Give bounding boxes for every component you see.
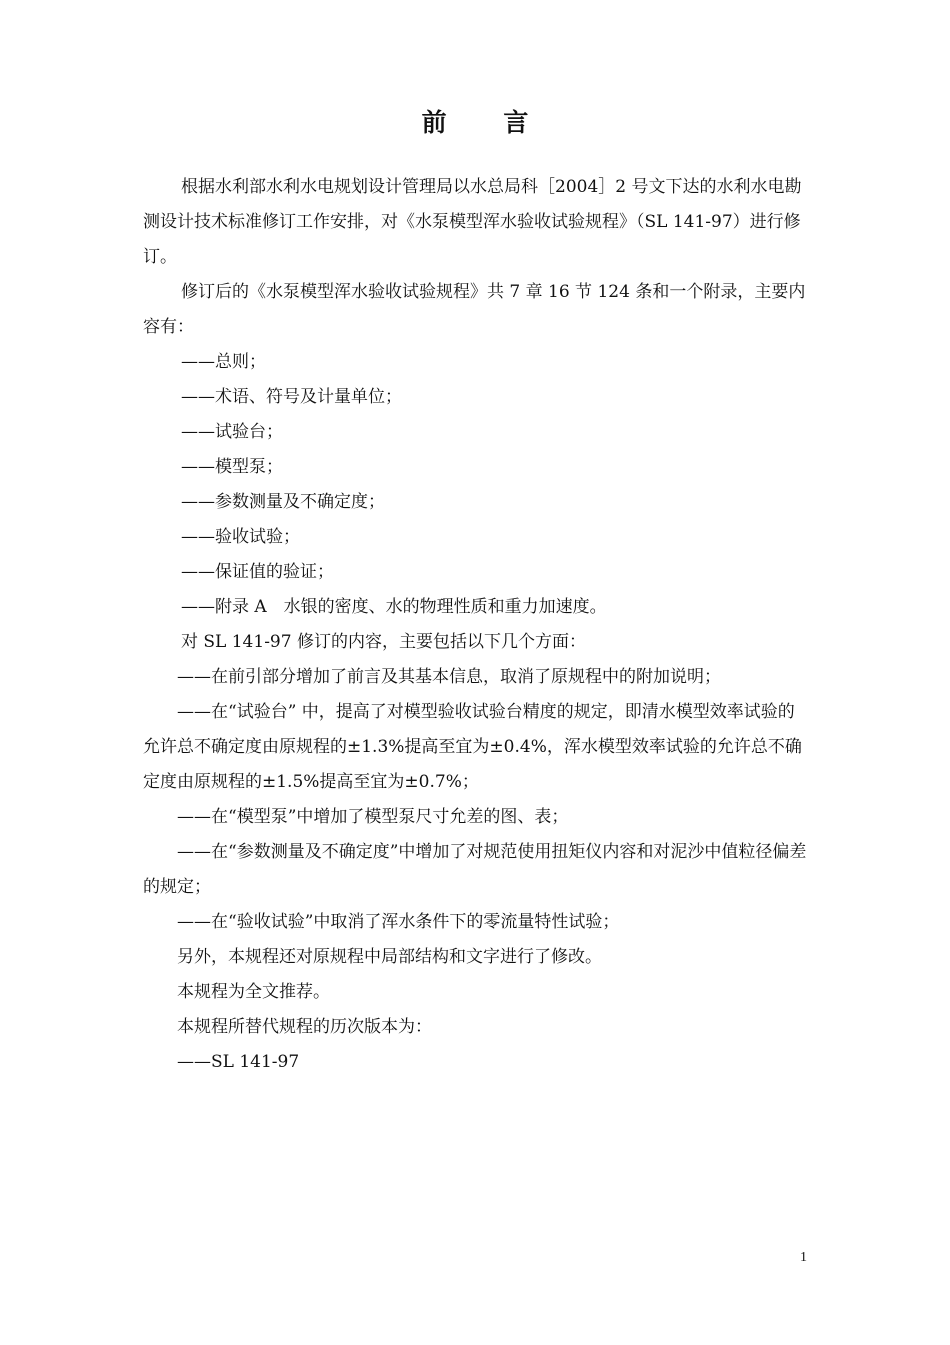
contents-item-general: ——总则； xyxy=(181,352,266,372)
document-body xyxy=(143,170,807,1080)
superseded-version: ——SL 141-97 xyxy=(177,1052,300,1072)
closing-superseded-intro: 本规程所替代规程的历次版本为： xyxy=(177,1017,432,1037)
closing-modification: 另外，本规程还对原规程中局部结构和文字进行了修改。 xyxy=(177,947,602,967)
contents-item-appendix-a: ——附录 A 水银的密度、水的物理性质和重力加速度。 xyxy=(181,597,607,617)
contents-item-terms: ——术语、符号及计量单位； xyxy=(181,387,402,407)
closing-recommendation: 本规程为全文推荐。 xyxy=(177,982,330,1002)
contents-item-test-stand: ——试验台； xyxy=(181,422,283,442)
revision-item-test-stand: ——在“试验台” 中，提高了对模型验收试验台精度的规定，即清水模型效率试验的允许总不确定度由原规程的±1.3%提高至宜为±0.4%，浑水模型效率试验的允许总不确定度由原规程的±1.5%提高至宜为±0.7%； xyxy=(143,702,802,792)
intro-paragraph: 根据水利部水利水电规划设计管理局以水总局科［2004］2 号文下达的水利水电勘测设计技术标准修订工作安排，对《水泵模型浑水验收试验规程》（SL 141-97）进行修订。 xyxy=(143,177,802,267)
summary-paragraph: 修订后的《水泵模型浑水验收试验规程》共 7 章 16 节 124 条和一个附录，主要内容有： xyxy=(143,282,806,337)
revision-item-measurement: ——在“参数测量及不确定度”中增加了对规范使用扭矩仪内容和对泥沙中值粒径偏差的规定； xyxy=(143,842,807,897)
page-number: 1 xyxy=(800,1250,807,1265)
revision-intro: 对 SL 141-97 修订的内容，主要包括以下几个方面： xyxy=(181,632,586,652)
page-title: 前 言 xyxy=(421,108,553,137)
contents-item-guarantee: ——保证值的验证； xyxy=(181,562,334,582)
revision-item-preface: ——在前引部分增加了前言及其基本信息，取消了原规程中的附加说明； xyxy=(177,667,721,687)
contents-item-measurement: ——参数测量及不确定度； xyxy=(181,492,385,512)
revision-item-model-pump: ——在“模型泵”中增加了模型泵尺寸允差的图、表； xyxy=(177,807,569,827)
revision-item-acceptance: ——在“验收试验”中取消了浑水条件下的零流量特性试验； xyxy=(177,912,620,932)
contents-item-acceptance-test: ——验收试验； xyxy=(181,527,300,547)
contents-item-model-pump: ——模型泵； xyxy=(181,457,283,477)
